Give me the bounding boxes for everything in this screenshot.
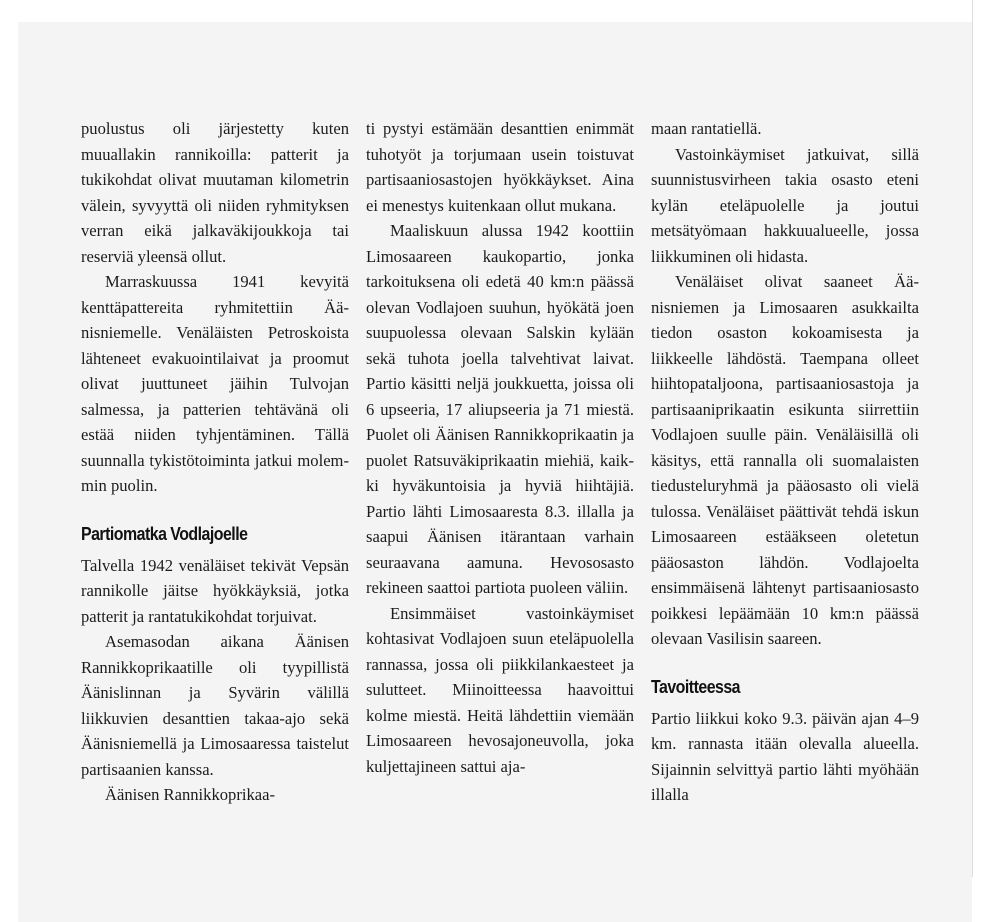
paragraph: Asemasodan aikana Äänisen Rannikkoprikaatille oli tyypillistä Äänislinnan ja Syvärin välillä liikkuvien desanttien takaa-ajo sekä Äänisniemellä ja Limosaaressa taistelut partisaanien kanssa. — [81, 632, 349, 779]
paragraph: Vastoinkäymiset jatkuivat, sillä suunnistusvirheen takia osasto eteni kylän eteläpuolelle ja joutui metsätyömaan hakkuualueelle, jossa liikkuminen oli hidasta. — [651, 144, 919, 266]
paragraph: Ensimmäiset vastoinkäymiset kohtasivat Vodlajoen suun eteläpuolella rannassa, jossa oli piikkilankaesteet ja sulutteet. Miinoitteessa haavoittui kolme miestä. Heitä lähdettiin viemään Limosaareen hevosajoneuvolla, joka kuljettajineen sattui aja- — [366, 603, 634, 776]
paragraph: Talvella 1942 venäläiset tekivät Vepsän rannikolle jäitse hyökkäyksiä, jotka patterit ja rantatukikohdat torjuivat. — [81, 555, 349, 626]
paragraph: ti pystyi estämään desanttien enimmät tuhotyöt ja torjumaan usein toistuvat partisaaniosastojen hyökkäykset. Aina ei menestys kuitenkaan ollut mukana. — [366, 119, 634, 215]
paragraph: maan rantatiellä. — [651, 119, 762, 138]
paragraph: Marraskuussa 1941 kevyitä kenttäpattereita ryhmitettiin Äänisniemelle. Venäläisten Petroskoista lähteneet evakuointilaivat ja proomut olivat juuttuneet jäihin Tulvojan salmessa, ja patterien tehtävänä oli estää niiden tyhjentäminen. Tällä suunnalla tykistötoiminta jatkui molemmin puolin. — [81, 272, 349, 495]
paragraph: puolustus oli järjestetty kuten muuallakin rannikoilla: patterit ja tukikohdat olivat muutaman kilometrin välein, syvyyttä oli niiden ryhmityksen verran eikä jalkaväkijoukkoja tai reserviä yleensä ollut. — [81, 119, 349, 266]
text-column-1 — [81, 116, 349, 808]
page-edge-line — [972, 0, 973, 877]
section-heading: Tavoitteessa — [651, 675, 741, 697]
text-column-3 — [651, 116, 919, 808]
paragraph: Maaliskuun alussa 1942 koottiin Limosaareen kaukopartio, jonka tarkoituksena oli edetä 40 km:n päässä olevan Vodlajoen suuhun, hyökätä joen suupuolessa olevaan Salskin kylään sekä tuhota joella talvehtivat laivat. Partio käsitti neljä joukkuetta, joissa oli 6 upseeria, 17 aliupseeria ja 71 miestä. Puolet oli Äänisen Rannikkoprikaatin ja puolet Ratsuväkiprikaatin miehiä, kaikki hyväkuntoisia ja hyviä hiihtäjiä. Partio lähti Limosaaresta 8.3. illalla ja saapui Äänisen itärantaan varhain seuraavana aamuna. Hevososasto rekineen saattoi partiota puoleen väliin. — [366, 221, 634, 597]
section-heading: Partiomatka Vodlajoelle — [81, 522, 248, 544]
paragraph: Venäläiset olivat saaneet Äänisniemen ja Limosaaren asukkailta tiedon osaston kokoamisesta ja liikkeelle lähdöstä. Taempana olleet hiihtopataljoona, partisaaniosastoja ja partisaaniprikaatin esikunta siirrettiin Vodlajoen suulle päin. Venäläisillä oli käsitys, että rannalla oli suomalaisten tiedusteluryhmä ja pääosasto oli vielä tulossa. Venäläiset päättivät tehdä iskun Limosaareen estääkseen oletetun pääosaston lähdön. Vodlajoelta ensimmäisenä lähtenyt partisaaniosasto poikkesi lepäämään 10 km:n päässä olevaan Vasilisin saareen. — [651, 272, 919, 648]
paragraph: Partio liikkui koko 9.3. päivän ajan 4–9 km. rannasta itään olevalla alueella. Sijainnin selvittyä partio lähti myöhään illalla — [651, 708, 919, 804]
paragraph: Äänisen Rannikkoprikaa- — [105, 785, 276, 804]
text-column-2 — [366, 116, 634, 779]
